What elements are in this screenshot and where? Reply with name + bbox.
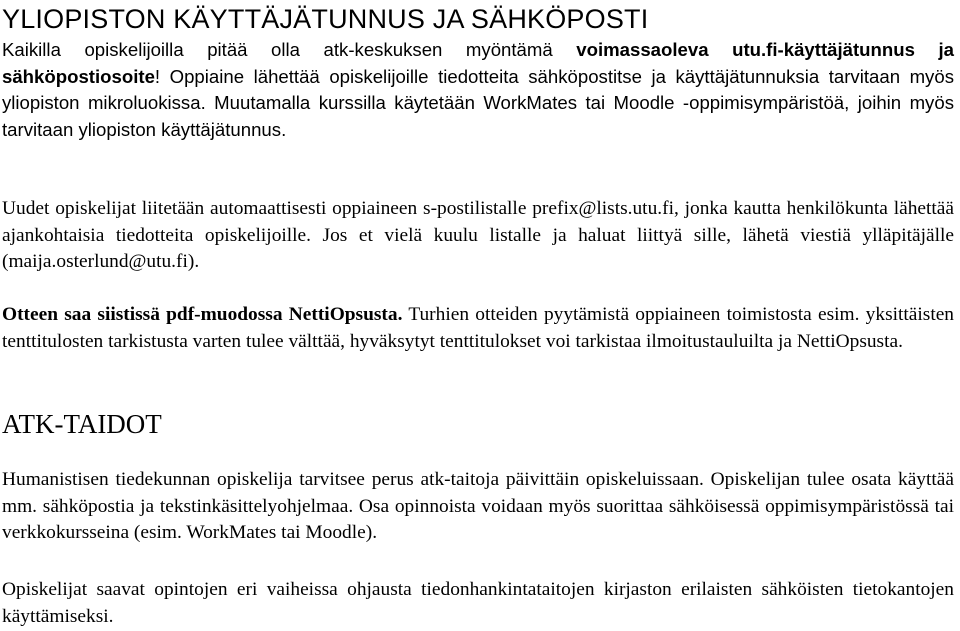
p1-text-a: Kaikilla opiskelijoilla pitää olla atk-keskuksen myöntämä [2,39,577,60]
paragraph-information-retrieval: Opiskelijat saavat opintojen eri vaiheissa ohjausta tiedonhankintataitojen kirjaston erilaisten sähköisten tietokantojen käyttämiseksi. [2,579,954,627]
paragraph-transcript [2,302,954,355]
paragraph-account-requirement [2,37,954,143]
paragraph-mailing-list: Uudet opiskelijat liitetään automaattisesti oppiaineen s-postilistalle prefix@lists.utu.fi, jonka kautta henkilökunta lähettää ajankohtaisia tiedotteita opiskelijoille. Jos et vielä kuulu listalle ja haluat liittyä sille, lähetä viestiä ylläpitäjälle (maija.osterlund@utu.fi). [2,198,954,272]
p3-text-rest: Turhien otteiden pyytämistä oppiaineen toimistosta esim. yksittäisten tenttitulosten tarkistusta varten tulee välttää, hyväksytyt tenttitulokset voi tarkistaa ilmoitustauluilta ja NettiOpsusta. [2,304,955,352]
p1-text-b: ! Oppiaine lähettää opiskelijoille tiedotteita sähköpostitse ja käyttäjätunnuksia tarvitaan myös yliopiston mikroluokissa. Muutamalla kurssilla käytetään WorkMates tai Moodle -oppimisympäristöä, joihin myös tarvitaan yliopiston käyttäjätunnus. [2,65,954,140]
heading-it-skills: ATK-TAIDOT [2,409,162,439]
p3-bold-transcript: Otteen saa siistissä pdf-muodossa NettiOpsusta. [2,304,403,325]
paragraph-it-skills: Humanistisen tiedekunnan opiskelija tarvitsee perus atk-taitoja päivittäin opiskeluissaan. Opiskelijan tulee osata käyttää mm. sähköpostia ja tekstinkäsittelyohjelmaa. Osa opinnoista voidaan myös suorittaa sähköisessä oppimisympäristössä tai verkkokursseina (esim. WorkMates tai Moodle). [2,469,954,543]
p1-bold-account: voimassaoleva utu.fi-käyttäjätunnus ja sähköpostiosoite [2,39,954,87]
heading-user-account-email: YLIOPISTON KÄYTTÄJÄTUNNUS JA SÄHKÖPOSTI [2,4,649,34]
